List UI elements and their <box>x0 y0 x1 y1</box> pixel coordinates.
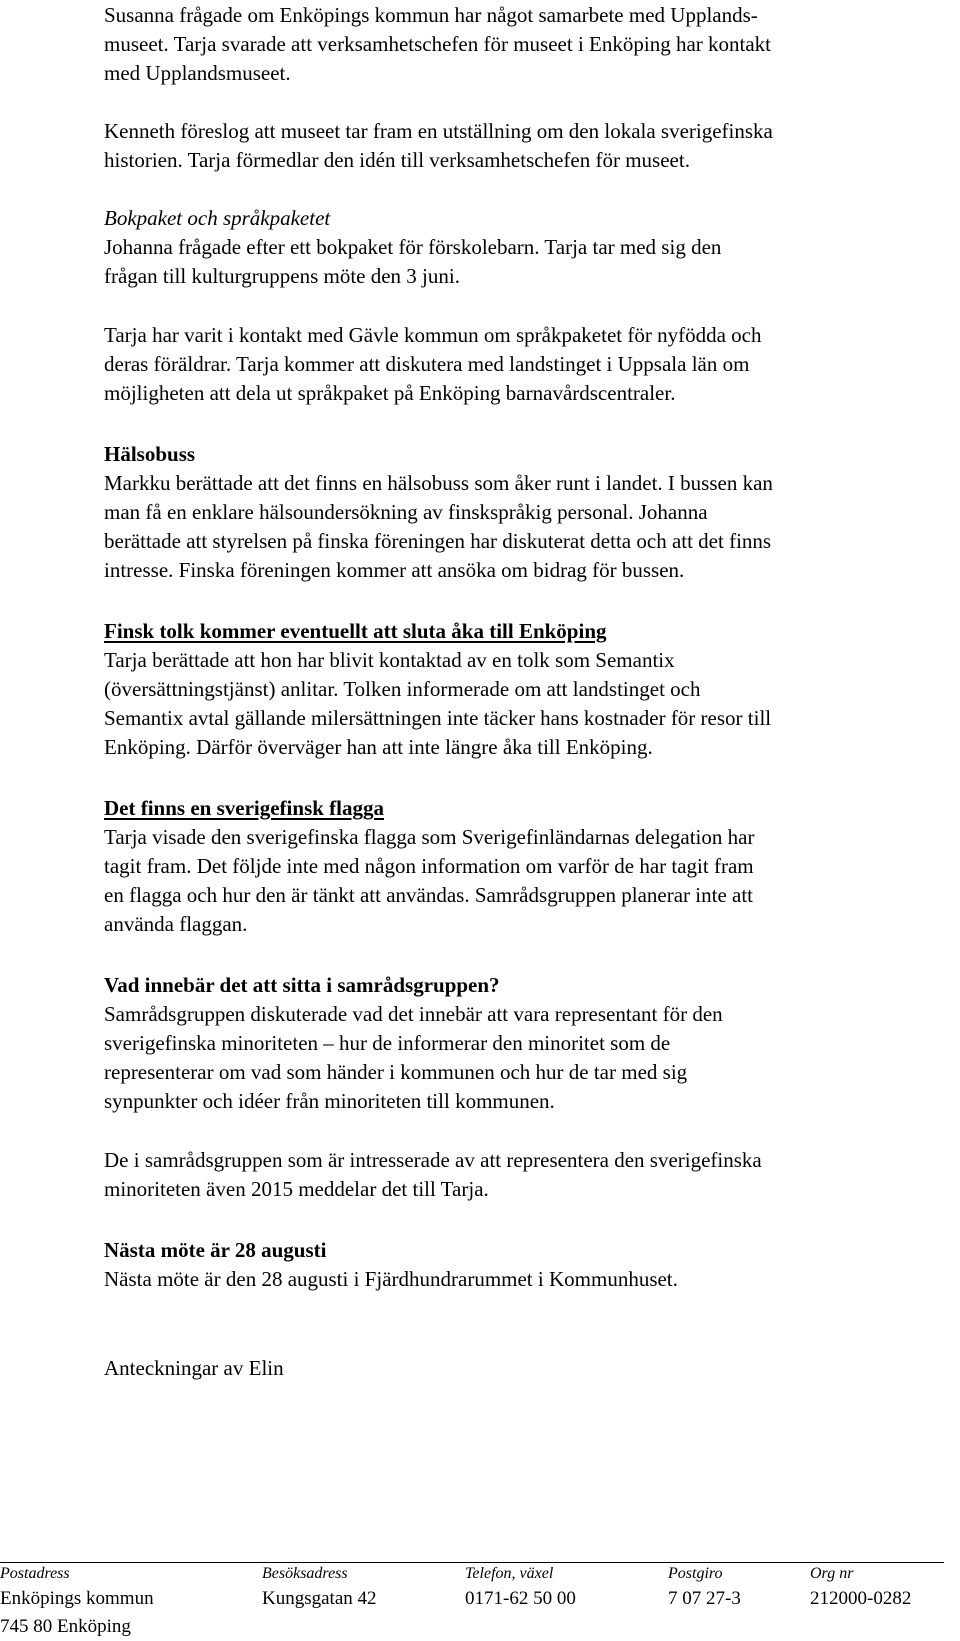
samrad-para2-line-1: De i samrådsgruppen som är intresserade av att representera den sverigefinska <box>104 1148 762 1172</box>
nasta-heading: Nästa möte är 28 augusti <box>104 1238 327 1262</box>
intro-line-2: museet. Tarja svarade att verksamhetschefen för museet i Enköping har kontakt <box>104 32 771 56</box>
flagga-line-1: Tarja visade den sverigefinska flagga som Sverigefinländarnas delegation har <box>104 825 755 849</box>
flagga-line-2: tagit fram. Det följde inte med någon information om varför de har tagit fram <box>104 854 754 878</box>
samrad-para2-line-2: minoriteten även 2015 meddelar det till Tarja. <box>104 1177 489 1201</box>
sprakpaket-line-1: Tarja har varit i kontakt med Gävle kommun om språkpaketet för nyfödda och <box>104 323 762 347</box>
tolk-heading: Finsk tolk kommer eventuellt att sluta åka till Enköping <box>104 619 607 643</box>
halsobuss-line-3: berättade att styrelsen på finska föreningen har diskuterat detta och att det finns <box>104 529 772 553</box>
footer-orgnr-value: 212000-0282 <box>810 1588 912 1609</box>
tolk-line-2: (översättningstjänst) anlitar. Tolken informerade om att landstinget och <box>104 677 701 701</box>
halsobuss-line-1: Markku berättade att det finns en hälsobuss som åker runt i landet. I bussen kan <box>104 471 773 495</box>
footer-orgnr-label: Org nr <box>810 1565 854 1582</box>
bokpaket-line-2: frågan till kulturgruppens möte den 3 juni. <box>104 264 460 288</box>
signature: Anteckningar av Elin <box>104 1356 284 1380</box>
kenneth-line-2: historien. Tarja förmedlar den idén till verksamhetschefen för museet. <box>104 148 690 172</box>
samrad-heading: Vad innebär det att sitta i samrådsgruppen? <box>104 973 500 997</box>
flagga-heading: Det finns en sverigefinsk flagga <box>104 796 384 820</box>
footer-postgiro <box>668 1563 741 1613</box>
halsobuss-heading: Hälsobuss <box>104 442 196 466</box>
footer-telefon-value: 0171-62 50 00 <box>465 1588 576 1609</box>
footer-besoksadress-value: Kungsgatan 42 <box>262 1588 377 1609</box>
footer-orgnr <box>810 1563 911 1613</box>
tolk-line-4: Enköping. Därför överväger han att inte längre åka till Enköping. <box>104 735 653 759</box>
footer-postadress-line-1: Enköpings kommun <box>0 1588 154 1609</box>
bokpaket-heading: Bokpaket och språkpaketet <box>104 206 331 230</box>
samrad-line-1: Samrådsgruppen diskuterade vad det innebär att vara representant för den <box>104 1002 723 1026</box>
footer-postadress-label: Postadress <box>0 1565 70 1582</box>
footer-postgiro-value: 7 07 27-3 <box>668 1588 741 1609</box>
footer-telefon-label: Telefon, växel <box>465 1565 554 1582</box>
footer-postadress-line-2: 745 80 Enköping <box>0 1616 131 1637</box>
halsobuss-line-4: intresse. Finska föreningen kommer att ansöka om bidrag för bussen. <box>104 558 685 582</box>
bokpaket-line-1: Johanna frågade efter ett bokpaket för förskolebarn. Tarja tar med sig den <box>104 235 722 259</box>
samrad-line-4: synpunkter och idéer från minoriteten till kommunen. <box>104 1089 555 1113</box>
footer-besoksadress-label: Besöksadress <box>262 1565 348 1582</box>
footer-postgiro-label: Postgiro <box>668 1565 723 1582</box>
flagga-line-4: använda flaggan. <box>104 912 248 936</box>
flagga-line-3: en flagga och hur den är tänkt att användas. Samrådsgruppen planerar inte att <box>104 883 754 907</box>
tolk-line-3: Semantix avtal gällande milersättningen inte täcker hans kostnader för resor till <box>104 706 772 730</box>
samrad-line-3: representerar om vad som händer i kommunen och hur de tar med sig <box>104 1060 688 1084</box>
sprakpaket-line-3: möjligheten att dela ut språkpaket på Enköping barnavårdscentraler. <box>104 381 676 405</box>
tolk-line-1: Tarja berättade att hon har blivit kontaktad av en tolk som Semantix <box>104 648 675 672</box>
footer-besoksadress <box>262 1563 377 1613</box>
intro-line-1: Susanna frågade om Enköpings kommun har något samarbete med Upplands- <box>104 3 758 27</box>
sprakpaket-line-2: deras föräldrar. Tarja kommer att diskutera med landstinget i Uppsala län om <box>104 352 750 376</box>
halsobuss-line-2: man få en enklare hälsoundersökning av finskspråkig personal. Johanna <box>104 500 708 524</box>
kenneth-line-1: Kenneth föreslog att museet tar fram en utställning om den lokala sverigefinska <box>104 119 773 143</box>
samrad-line-2: sverigefinska minoriteten – hur de informerar den minoritet som de <box>104 1031 671 1055</box>
footer-postadress <box>0 1563 154 1641</box>
intro-line-3: med Upplandsmuseet. <box>104 61 291 85</box>
footer-telefon <box>465 1563 576 1613</box>
nasta-line: Nästa möte är den 28 augusti i Fjärdhundrarummet i Kommunhuset. <box>104 1267 678 1291</box>
